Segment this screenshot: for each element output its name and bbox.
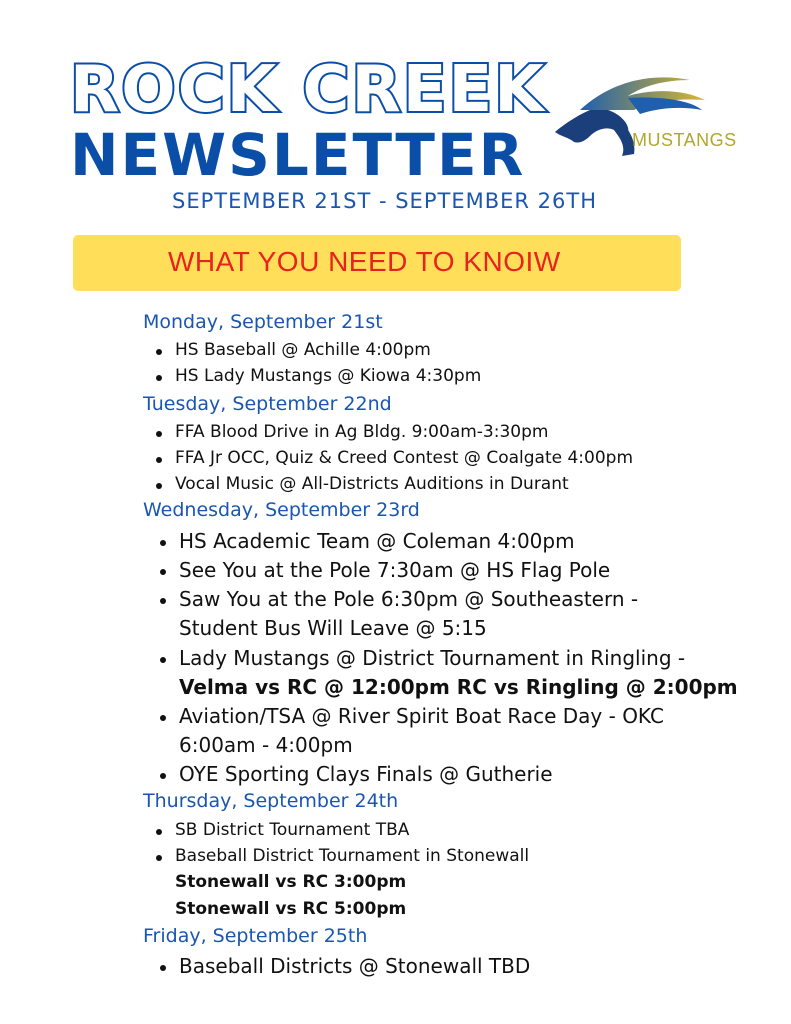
list-item: Baseball District Tournament in Stonewall (175, 846, 530, 866)
list-item: See You at the Pole 7:30am @ HS Flag Pole (179, 558, 611, 582)
list-item: Vocal Music @ All-Districts Auditions in Durant (175, 474, 569, 494)
list-item: HS Academic Team @ Coleman 4:00pm (179, 529, 575, 553)
day-heading-monday: Monday, September 21st (143, 311, 383, 333)
list-item: Aviation/TSA @ River Spirit Boat Race Day - OKC (179, 704, 664, 728)
newsletter-title-line1: ROCK CREEK (70, 53, 546, 127)
day-heading-thursday: Thursday, September 24th (143, 790, 399, 812)
list-item: HS Lady Mustangs @ Kiowa 4:30pm (175, 366, 482, 386)
list-item-continuation: 6:00am - 4:00pm (179, 733, 353, 757)
list-item: Baseball Districts @ Stonewall TBD (179, 954, 531, 978)
list-item: FFA Jr OCC, Quiz & Creed Contest @ Coalgate 4:00pm (175, 448, 634, 468)
list-item: OYE Sporting Clays Finals @ Gutherie (179, 762, 553, 786)
list-item-continuation: Stonewall vs RC 5:00pm (175, 899, 407, 919)
list-item: FFA Blood Drive in Ag Bldg. 9:00am-3:30pm (175, 422, 549, 442)
list-item-continuation: Velma vs RC @ 12:00pm RC vs Ringling @ 2:00pm (179, 675, 738, 699)
list-item: HS Baseball @ Achille 4:00pm (175, 340, 431, 360)
day-heading-wednesday: Wednesday, September 23rd (143, 499, 420, 521)
list-item-continuation: Stonewall vs RC 3:00pm (175, 872, 407, 892)
what-you-need-to-know-banner (73, 235, 681, 291)
list-item: Lady Mustangs @ District Tournament in Ringling - (179, 646, 686, 670)
day-heading-tuesday: Tuesday, September 22nd (143, 393, 392, 415)
banner-text: WHAT YOU NEED TO KNOIW (168, 246, 561, 277)
logo-text: MUSTANGS (632, 130, 737, 150)
list-item: Saw You at the Pole 6:30pm @ Southeastern - (179, 587, 639, 611)
list-item: SB District Tournament TBA (175, 820, 410, 840)
newsletter-title-line2: NEWSLETTER (70, 121, 526, 189)
date-range: SEPTEMBER 21ST - SEPTEMBER 26TH (172, 189, 597, 213)
day-heading-friday: Friday, September 25th (143, 925, 368, 947)
list-item-continuation: Student Bus Will Leave @ 5:15 (179, 616, 487, 640)
